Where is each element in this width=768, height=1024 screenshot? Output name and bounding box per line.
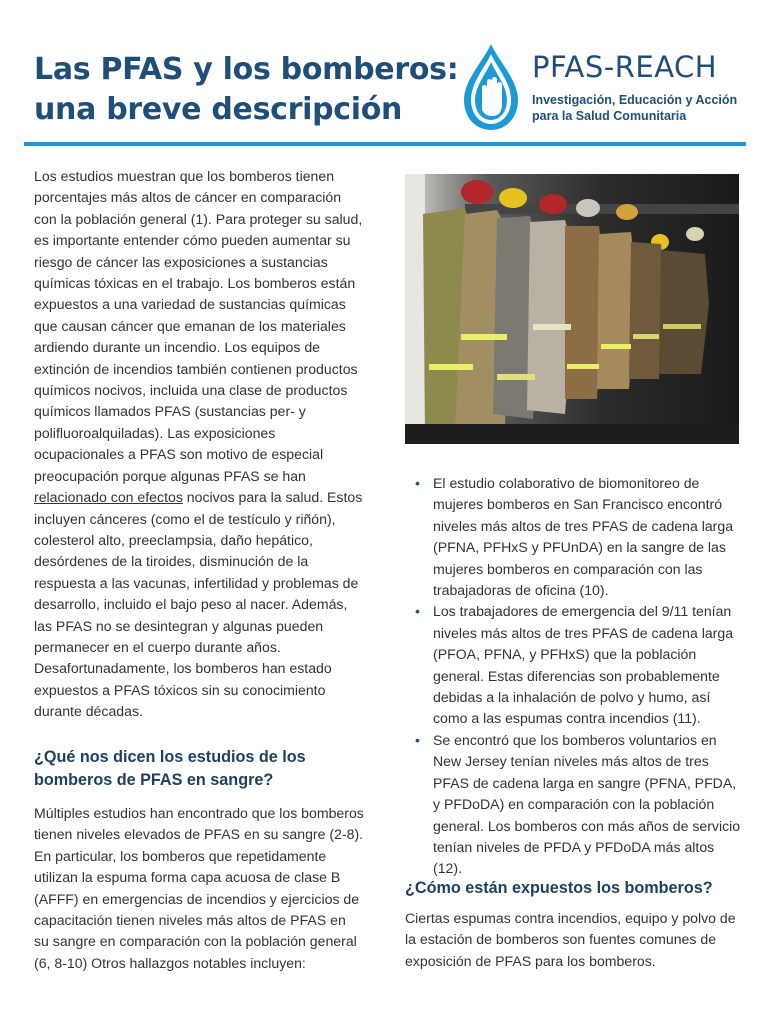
page-header — [0, 0, 768, 146]
section-body-blood-studies: Múltiples estudios han encontrado que los bomberos tienen niveles elevados de PFAS en su sangre (2-8). En particular, los bomberos que repetidamente utilizan la espuma forma capa acuosa de clase B (AFFF) en emergencias de incendios y ejercicios de capacitación tienen niveles más altos de PFAS en su sangre en comparación con la población general (6, 8-10) Otros hallazgos notables incluyen: — [34, 805, 364, 971]
list-item — [405, 730, 741, 880]
logo-tagline — [532, 92, 737, 124]
page-title — [34, 50, 458, 130]
page-title-line2: una breve descripción — [34, 92, 403, 127]
finding-text: Se encontró que los bomberos voluntarios en New Jersey tenían niveles más altos de tres PFAS de cadena larga en sangre (PFNA, PFDA, y PFDoDA) en comparación con la población general. Los bomberos con más años de servicio tenían niveles de PFDA y PFDoDA más altos (12). — [433, 731, 741, 877]
health-effects-link[interactable]: relacionado con efectos — [34, 489, 183, 506]
bullet-icon: • — [415, 475, 420, 491]
list-item — [405, 601, 741, 729]
intro-paragraph — [34, 166, 364, 723]
header-divider — [24, 142, 746, 146]
finding-text: El estudio colaborativo de biomonitoreo de mujeres bomberos en San Francisco encontró niveles más altos de tres PFAS de cadena larga (PFNA, PFHxS y PFUnDA) en la sangre de las mujeres bomberos en comparación con las trabajadoras de oficina (10). — [433, 475, 734, 599]
intro-text-after-link: nocivos para la salud. Estos incluyen cánceres (como el de testículo y riñón), colesterol alto, preeclampsia, daño hepático, desórdenes de la tiroides, disminución de la respuesta a las vacunas, infertilidad y problemas de desarrollo, incluido el bajo peso al nacer. Además, las PFAS no se desintegran y algunas pueden permanecer en el cuerpo durante años. Desafortunadamente, los bomberos han estado expuestos a PFAS tóxicos sin su conocimiento durante décadas. — [34, 489, 363, 720]
water-drop-hand-icon — [460, 42, 522, 132]
logo-wordmark: PFAS-REACH — [532, 50, 718, 84]
section-body-exposure: Ciertas espumas contra incendios, equipo y polvo de la estación de bomberos son fuentes comunes de exposición de PFAS para los bomberos. — [405, 910, 736, 969]
section-heading-exposure: ¿Cómo están expuestos los bomberos? — [405, 879, 713, 897]
findings-list — [405, 473, 741, 880]
page-title-line1: Las PFAS y los bomberos: — [34, 52, 459, 87]
logo-tagline-line1: Investigación, Educación y Acción — [532, 93, 738, 107]
logo-tagline-line2: para la Salud Comunitaria — [532, 109, 687, 123]
intro-text-before-link: Los estudios muestran que los bomberos tienen porcentajes más altos de cáncer en comparación con la población general (1). Para proteger su salud, es importante entender cómo pueden aumentar su riesgo de cáncer las exposiciones a sustancias químicas tóxicas en el trabajo. Los bomberos están expuestos a una variedad de sustancias químicas que causan cáncer que emanan de los materiales ardiendo durante un incendio. Los equipos de extinción de incendios también contienen productos químicos nocivos, incluida una clase de productos químicos llamados PFAS (sustancias per- y polifluoroalquiladas). Las exposiciones ocupacionales a PFAS son motivo de especial preocupación porque algunas PFAS se han — [34, 168, 363, 484]
bullet-icon: • — [415, 731, 420, 748]
list-item — [405, 473, 741, 601]
section-heading-blood-studies: ¿Qué nos dicen los estudios de los bomberos de PFAS en sangre? — [34, 748, 306, 789]
finding-text: Los trabajadores de emergencia del 9/11 tenían niveles más altos de tres PFAS de cadena larga (PFOA, PFNA, y PFHxS) que la población general. Estas diferencias son probablemente debidas a la inhalación de polvo y humo, así como a las espumas contra incendios (11). — [433, 603, 734, 727]
bullet-icon: • — [415, 603, 420, 620]
firefighter-gear-photo — [405, 174, 739, 444]
